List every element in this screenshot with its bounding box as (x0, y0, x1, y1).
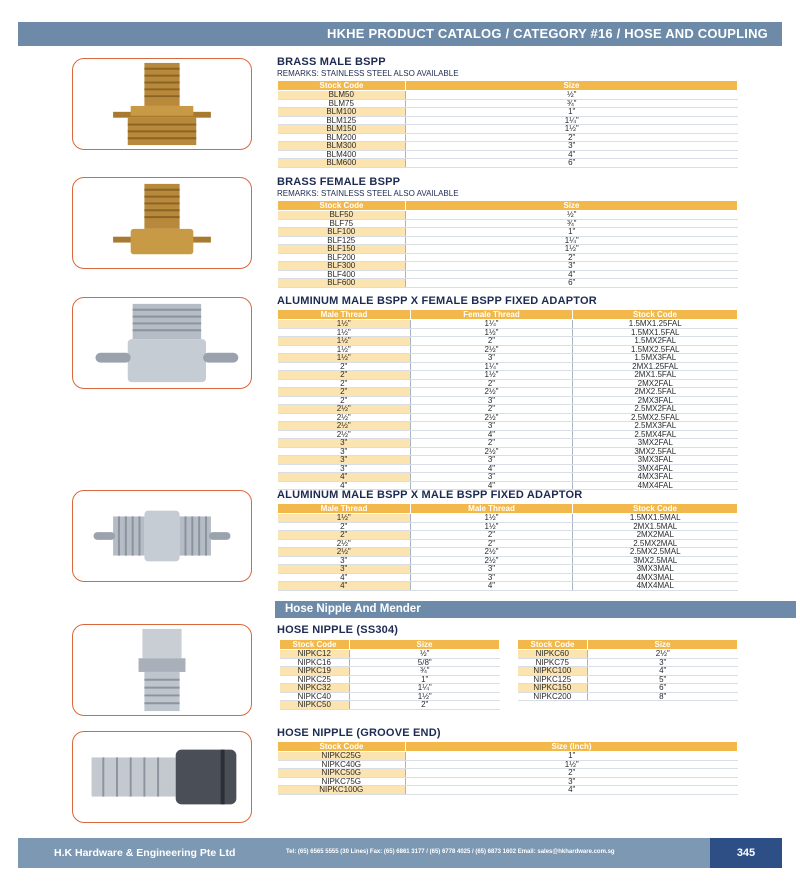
table-cell: NIPKC125 (518, 675, 588, 684)
table-cell: 2" (411, 439, 573, 448)
table-cell: 2" (406, 769, 738, 778)
table-cell: 3" (411, 354, 573, 363)
table-row (278, 582, 738, 591)
hose-nipple-groove-title: HOSE NIPPLE (GROOVE END) (277, 727, 441, 739)
table-cell: 2" (411, 337, 573, 346)
table-cell: 2MX3FAL (573, 396, 738, 405)
table-cell: 2½" (411, 345, 573, 354)
table-cell: 2" (411, 405, 573, 414)
table-cell: NIPKC16 (280, 658, 350, 667)
table-cell: 1½" (411, 514, 573, 523)
table-cell: 2" (278, 379, 411, 388)
aluminum-male-adaptor-icon (73, 491, 251, 581)
table-cell: NIPKC40G (278, 760, 406, 769)
stock-code: BLF400 (278, 270, 406, 279)
table-cell: NIPKC100 (518, 667, 588, 676)
brass-female-image (72, 177, 252, 269)
table-cell: 4MX3MAL (573, 573, 738, 582)
table-cell: NIPKC60 (518, 650, 588, 659)
table-cell: 2½" (411, 556, 573, 565)
table-cell: 3" (278, 447, 411, 456)
stock-code: BLM200 (278, 133, 406, 142)
stock-code: BLM125 (278, 116, 406, 125)
table-row (278, 125, 738, 134)
table-row (518, 684, 738, 693)
size: 1" (406, 108, 738, 117)
table-cell: 2½" (278, 413, 411, 422)
stock-code: BLF75 (278, 219, 406, 228)
table-cell: NIPKC75 (518, 658, 588, 667)
table-cell: 1" (350, 675, 500, 684)
table-cell: 3" (278, 464, 411, 473)
column-header: Stock Code (278, 81, 406, 91)
brass-male-section (277, 56, 738, 168)
table-row (278, 473, 738, 482)
table-cell: 3" (411, 456, 573, 465)
table-cell: 2½" (588, 650, 738, 659)
table-cell: 3MX4FAL (573, 464, 738, 473)
hose-nipple-groove-image (72, 731, 252, 823)
hose-nipple-groove-section (277, 727, 738, 795)
brass-male-title: BRASS MALE BSPP (277, 56, 386, 68)
table-cell: 4" (278, 481, 411, 490)
brass-female-fitting-icon (73, 178, 251, 268)
column-header: Size (588, 640, 738, 650)
groove-nipple-icon (73, 732, 251, 822)
hose-nipple-ss-left-rows (280, 650, 500, 710)
table-row (518, 650, 738, 659)
hose-nipple-groove-rows (278, 752, 738, 795)
size: 4" (406, 150, 738, 159)
stock-code: BLF300 (278, 262, 406, 271)
table-cell: 8" (588, 692, 738, 701)
table-cell: 1½" (278, 328, 411, 337)
table-cell: 1½" (278, 354, 411, 363)
hose-nipple-ss-section (277, 624, 398, 636)
aluminum-male-male-section (277, 489, 738, 591)
table-cell: 3MX3MAL (573, 565, 738, 574)
table-row (278, 245, 738, 254)
table-row (518, 692, 738, 701)
table-row (278, 211, 738, 220)
table-cell: 3" (411, 422, 573, 431)
hose-nipple-ss-title: HOSE NIPPLE (SS304) (277, 624, 399, 636)
table-cell: 3" (406, 777, 738, 786)
table-row (280, 684, 500, 693)
column-header: Male Thread (278, 310, 411, 320)
contact-info: Tel: (65) 6565 5555 (30 Lines) Fax: (65) 6861 3177 / (65) 6778 4025 / (65) 6873 1602 Email: sales@hkhardware.com.sg (286, 849, 615, 855)
table-cell: NIPKC40 (280, 692, 350, 701)
stock-code: BLF100 (278, 228, 406, 237)
column-header: Stock Code (280, 640, 350, 650)
table-row (278, 228, 738, 237)
table-cell: 1.5MX2.5FAL (573, 345, 738, 354)
table-cell: 2" (350, 701, 500, 710)
brass-male-remarks: REMARKS: STAINLESS STEEL ALSO AVAILABLE (277, 69, 459, 78)
table-cell: 2" (278, 531, 411, 540)
size: 4" (406, 270, 738, 279)
brass-male-table (277, 80, 738, 168)
table-cell: 1½" (406, 760, 738, 769)
table-cell: 2.5MX2.5MAL (573, 548, 738, 557)
table-cell: 2½" (278, 405, 411, 414)
table-cell: 1¼" (411, 362, 573, 371)
column-header: Male Thread (411, 504, 573, 514)
stock-code: BLM300 (278, 142, 406, 151)
size: 2" (406, 253, 738, 262)
table-cell: 3" (278, 556, 411, 565)
size: 6" (406, 279, 738, 288)
table-cell: 3MX2.5MAL (573, 556, 738, 565)
table-cell: 4" (411, 481, 573, 490)
table-row (278, 422, 738, 431)
table-cell: 1¼" (411, 320, 573, 329)
table-cell: 3" (411, 565, 573, 574)
aluminum-male-female-rows (278, 320, 738, 490)
table-cell: 2" (278, 396, 411, 405)
table-cell: 2½" (278, 422, 411, 431)
size: ¾" (406, 99, 738, 108)
table-cell: 4" (278, 582, 411, 591)
stock-code: BLF50 (278, 211, 406, 220)
size: ½" (406, 91, 738, 100)
table-cell: 2MX1.5FAL (573, 371, 738, 380)
table-cell: 4" (411, 430, 573, 439)
size: 6" (406, 159, 738, 168)
table-row (278, 752, 738, 761)
table-cell: 3" (278, 439, 411, 448)
column-header: Size (406, 81, 738, 91)
stock-code: BLM50 (278, 91, 406, 100)
table-row (280, 667, 500, 676)
brass-female-remarks: REMARKS: STAINLESS STEEL ALSO AVAILABLE (277, 189, 459, 198)
table-cell: 2" (278, 388, 411, 397)
column-header: Size (Inch) (406, 742, 738, 752)
table-cell: 1.5MX2FAL (573, 337, 738, 346)
table-row (278, 439, 738, 448)
table-cell: 2½" (278, 548, 411, 557)
section-band: Hose Nipple And Mender (275, 601, 796, 618)
aluminum-male-male-rows (278, 514, 738, 591)
table-cell: 2" (411, 531, 573, 540)
hose-nipple-ss-table-left (279, 639, 500, 710)
table-cell: 5" (588, 675, 738, 684)
table-cell: 1.5MX3FAL (573, 354, 738, 363)
table-cell: NIPKC12 (280, 650, 350, 659)
table-row (278, 388, 738, 397)
table-cell: 2½" (411, 548, 573, 557)
table-cell: 4MX4MAL (573, 582, 738, 591)
size: 1¼" (406, 236, 738, 245)
table-cell: 4" (278, 573, 411, 582)
table-cell: 2MX1.25FAL (573, 362, 738, 371)
column-header: Stock Code (278, 742, 406, 752)
size: 3" (406, 262, 738, 271)
table-row (278, 337, 738, 346)
size: 1½" (406, 245, 738, 254)
table-row (278, 786, 738, 795)
aluminum-male-female-table (277, 309, 738, 490)
table-cell: 4MX4FAL (573, 481, 738, 490)
table-cell: NIPKC200 (518, 692, 588, 701)
table-cell: 2.5MX2.5FAL (573, 413, 738, 422)
brass-male-fitting-icon (73, 59, 251, 149)
table-row (278, 769, 738, 778)
table-row (278, 279, 738, 288)
table-cell: 4MX3FAL (573, 473, 738, 482)
table-cell: 3" (411, 396, 573, 405)
table-cell: 3" (278, 456, 411, 465)
table-cell: 2½" (278, 539, 411, 548)
table-row (278, 371, 738, 380)
table-cell: 4" (278, 473, 411, 482)
stock-code: BLF125 (278, 236, 406, 245)
brass-female-title: BRASS FEMALE BSPP (277, 176, 401, 188)
size: 1¼" (406, 116, 738, 125)
hose-nipple-ss-table-right (517, 639, 738, 701)
stock-code: BLM400 (278, 150, 406, 159)
table-cell: 2½" (411, 388, 573, 397)
table-cell: 4" (411, 464, 573, 473)
column-header: Male Thread (278, 504, 411, 514)
size: ¾" (406, 219, 738, 228)
table-row (278, 108, 738, 117)
table-cell: 2MX2.5FAL (573, 388, 738, 397)
table-cell: 2MX1.5MAL (573, 522, 738, 531)
size: ½" (406, 211, 738, 220)
table-cell: 3" (411, 573, 573, 582)
column-header: Stock Code (278, 201, 406, 211)
table-cell: 1½" (350, 692, 500, 701)
table-cell: 3MX2FAL (573, 439, 738, 448)
size: 2" (406, 133, 738, 142)
table-cell: NIPKC32 (280, 684, 350, 693)
table-cell: 2MX2MAL (573, 531, 738, 540)
table-cell: 2.5MX2FAL (573, 405, 738, 414)
table-row (280, 701, 500, 710)
column-header: Size (406, 201, 738, 211)
table-row (278, 91, 738, 100)
table-cell: 1½" (411, 522, 573, 531)
table-cell: 2½" (411, 447, 573, 456)
table-cell: NIPKC100G (278, 786, 406, 795)
table-row (278, 320, 738, 329)
table-cell: 1.5MX1.5MAL (573, 514, 738, 523)
table-cell: ¾" (350, 667, 500, 676)
page-number: 345 (710, 838, 782, 868)
column-header: Size (350, 640, 500, 650)
table-cell: 2.5MX4FAL (573, 430, 738, 439)
table-cell: 6" (588, 684, 738, 693)
table-cell: 2" (278, 371, 411, 380)
table-cell: 4" (588, 667, 738, 676)
table-cell: 2½" (278, 430, 411, 439)
size: 1½" (406, 125, 738, 134)
brass-male-image (72, 58, 252, 150)
table-cell: NIPKC25 (280, 675, 350, 684)
table-cell: NIPKC25G (278, 752, 406, 761)
table-row (280, 650, 500, 659)
table-cell: 2" (278, 362, 411, 371)
table-cell: 1.5MX1.5FAL (573, 328, 738, 337)
table-cell: 1" (406, 752, 738, 761)
table-row (278, 565, 738, 574)
aluminum-male-male-title: ALUMINUM MALE BSPP X MALE BSPP FIXED ADAPTOR (277, 489, 583, 501)
table-cell: 3" (588, 658, 738, 667)
table-cell: 1½" (278, 320, 411, 329)
table-cell: NIPKC150 (518, 684, 588, 693)
table-row (278, 456, 738, 465)
table-cell: 3MX2.5FAL (573, 447, 738, 456)
table-cell: 1.5MX1.25FAL (573, 320, 738, 329)
table-cell: 4" (406, 786, 738, 795)
table-cell: 5/8" (350, 658, 500, 667)
table-cell: 3" (411, 473, 573, 482)
table-row (278, 354, 738, 363)
stock-code: BLF600 (278, 279, 406, 288)
table-row (278, 514, 738, 523)
brass-female-table (277, 200, 738, 288)
aluminum-male-female-image (72, 297, 252, 389)
hose-nipple-groove-table (277, 741, 738, 795)
hose-nipple-ss-image (72, 624, 252, 716)
table-cell: 2MX2FAL (573, 379, 738, 388)
table-cell: 2" (411, 379, 573, 388)
table-cell: NIPKC50 (280, 701, 350, 710)
table-cell: 3MX3FAL (573, 456, 738, 465)
size: 1" (406, 228, 738, 237)
table-cell: 1½" (411, 328, 573, 337)
table-cell: NIPKC50G (278, 769, 406, 778)
table-cell: 1½" (278, 514, 411, 523)
table-cell: 3" (278, 565, 411, 574)
table-row (278, 405, 738, 414)
table-cell: ½" (350, 650, 500, 659)
table-row (518, 667, 738, 676)
stock-code: BLM75 (278, 99, 406, 108)
table-cell: 2.5MX2MAL (573, 539, 738, 548)
table-cell: 1½" (278, 337, 411, 346)
table-cell: 2" (278, 522, 411, 531)
column-header: Stock Code (518, 640, 588, 650)
table-cell: 1½" (411, 371, 573, 380)
table-cell: 1¼" (350, 684, 500, 693)
stock-code: BLF200 (278, 253, 406, 262)
column-header: Stock Code (573, 504, 738, 514)
table-row (278, 548, 738, 557)
hose-nipple-ss-right-rows (518, 650, 738, 701)
table-cell: 4" (411, 582, 573, 591)
aluminum-male-male-image (72, 490, 252, 582)
catalog-header: HKHE PRODUCT CATALOG / CATEGORY #16 / HOSE AND COUPLING (18, 22, 782, 46)
table-row (278, 142, 738, 151)
footer (18, 838, 782, 868)
table-cell: 1½" (278, 345, 411, 354)
aluminum-male-female-title: ALUMINUM MALE BSPP X FEMALE BSPP FIXED ADAPTOR (277, 295, 597, 307)
stock-code: BLM100 (278, 108, 406, 117)
table-cell: 2.5MX3FAL (573, 422, 738, 431)
stock-code: BLM150 (278, 125, 406, 134)
stock-code: BLM600 (278, 159, 406, 168)
brass-female-section (277, 176, 738, 288)
aluminum-male-male-table (277, 503, 738, 591)
aluminum-male-female-section (277, 295, 738, 490)
table-row (278, 531, 738, 540)
table-cell: 2" (411, 539, 573, 548)
column-header: Female Thread (411, 310, 573, 320)
table-row (278, 159, 738, 168)
aluminum-adaptor-icon (73, 298, 251, 388)
table-row (278, 262, 738, 271)
company-name: H.K Hardware & Engineering Pte Ltd (54, 847, 236, 859)
column-header: Stock Code (573, 310, 738, 320)
table-cell: NIPKC19 (280, 667, 350, 676)
stainless-nipple-icon (73, 625, 251, 715)
size: 3" (406, 142, 738, 151)
stock-code: BLF150 (278, 245, 406, 254)
table-cell: 2½" (411, 413, 573, 422)
table-cell: NIPKC75G (278, 777, 406, 786)
